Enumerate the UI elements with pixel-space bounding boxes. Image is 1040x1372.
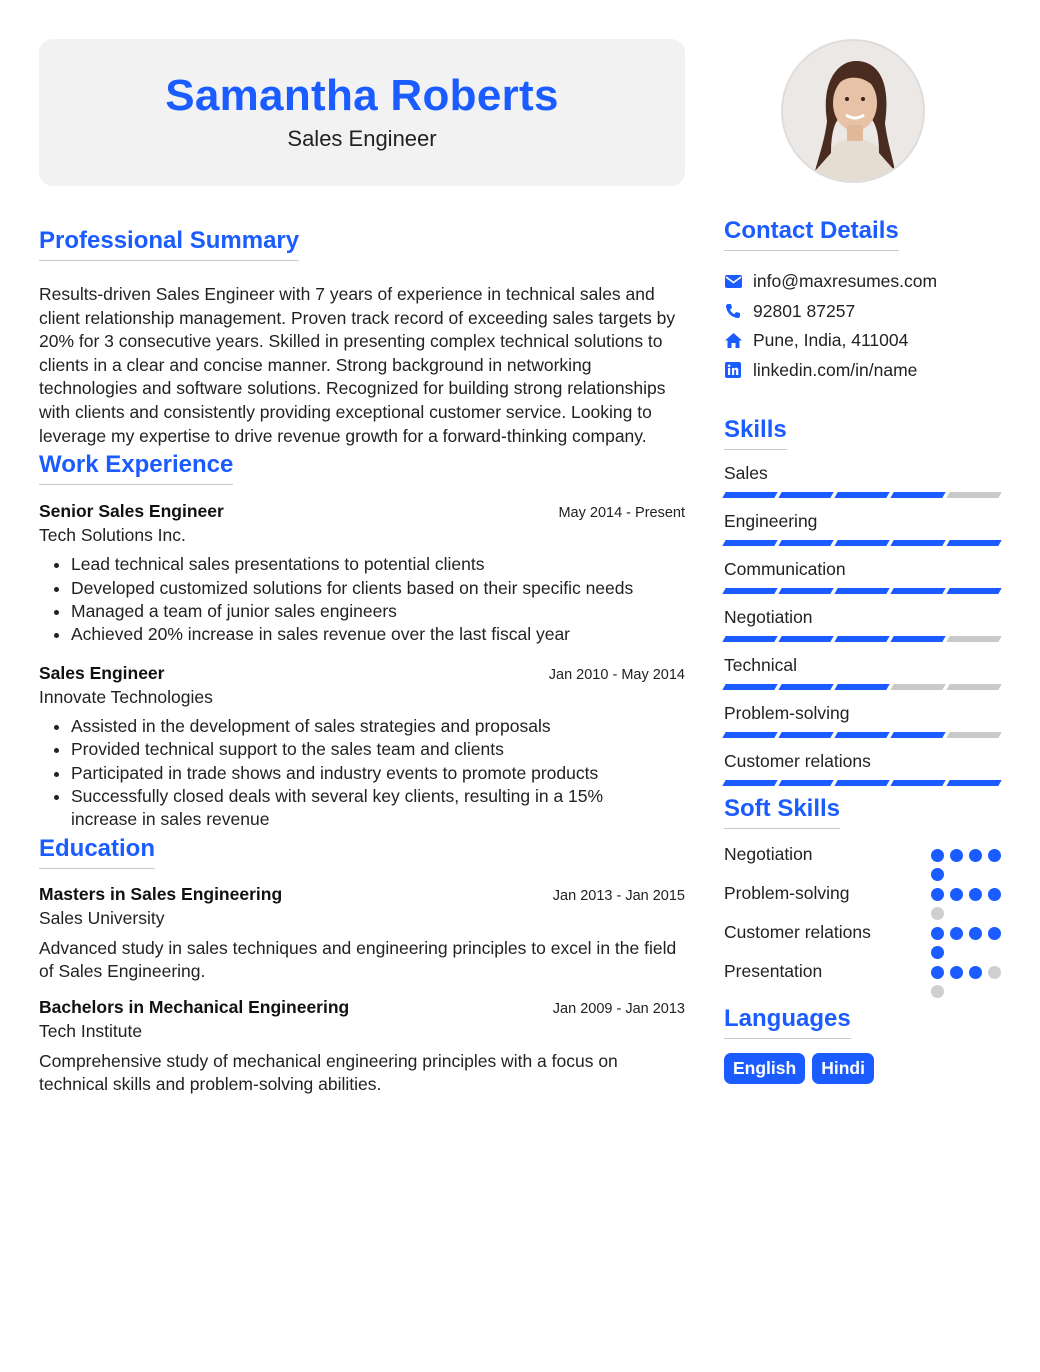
rating-dot [988, 966, 1001, 979]
education-degree: Bachelors in Mechanical Engineering [39, 996, 350, 1017]
rating-dot [988, 927, 1001, 940]
skill-level-segment [722, 636, 777, 642]
education-dates: Jan 2009 - Jan 2013 [552, 1000, 685, 1017]
education-entry [39, 995, 685, 1096]
work-heading: Work Experience [39, 450, 233, 485]
skill-item [724, 558, 1001, 594]
soft-skill-rating [931, 881, 1001, 920]
job-header [39, 661, 685, 685]
contact-heading: Contact Details [724, 216, 899, 251]
skill-level-segment [834, 684, 889, 690]
skill-name: Negotiation [724, 607, 813, 627]
rating-dot [988, 849, 1001, 862]
contact-linkedin[interactable] [724, 356, 1001, 386]
skill-level-segment [890, 732, 945, 738]
rating-dot [931, 946, 944, 959]
profile-photo [781, 39, 925, 183]
rating-dot [931, 907, 944, 920]
skill-level-bar [724, 732, 1001, 738]
rating-dot [950, 888, 963, 901]
job-bullet: • Achieved 20% increase in sales revenue over the last fiscal year [71, 623, 685, 646]
skill-level-segment [834, 780, 889, 786]
rating-dot [931, 849, 944, 862]
job-bullet: • Assisted in the development of sales strategies and proposals [71, 715, 685, 738]
languages-list [724, 1053, 1001, 1084]
linkedin-icon [724, 361, 742, 379]
skill-level-segment [946, 636, 1001, 642]
soft-skill-name: Negotiation [724, 844, 813, 864]
soft-skill-name: Customer relations [724, 922, 871, 942]
candidate-name: Samantha Roberts [165, 71, 559, 120]
contact-email-text: info@maxresumes.com [753, 271, 938, 292]
job-bullet: • Developed customized solutions for clients based on their specific needs [71, 577, 685, 600]
rating-dot [969, 888, 982, 901]
skill-item [724, 606, 1001, 642]
education-heading: Education [39, 834, 155, 869]
skill-level-segment [778, 492, 833, 498]
rating-dot [950, 849, 963, 862]
skill-name: Communication [724, 559, 846, 579]
job-bullet: • Successfully closed deals with several key clients, resulting in a 15% increase in sales revenue [71, 785, 685, 832]
contact-address [724, 326, 1001, 356]
skill-level-segment [834, 588, 889, 594]
skill-item [724, 654, 1001, 690]
job-bullet: • Lead technical sales presentations to potential clients [71, 553, 685, 576]
skill-name: Engineering [724, 511, 818, 531]
skill-level-segment [890, 540, 945, 546]
job-bullet: • Provided technical support to the sales team and clients [71, 738, 685, 761]
job-company: Tech Solutions Inc. [39, 525, 186, 546]
contact-phone[interactable] [724, 297, 1001, 327]
soft-skill-name: Presentation [724, 961, 823, 981]
rating-dot [931, 868, 944, 881]
skill-level-segment [778, 636, 833, 642]
education-degree: Masters in Sales Engineering [39, 883, 283, 904]
job-bullets [39, 715, 685, 832]
soft-skill-rating [931, 842, 1001, 881]
rating-dot [931, 985, 944, 998]
soft-skills-heading: Soft Skills [724, 794, 840, 829]
soft-skill-item [724, 959, 1001, 998]
skill-name: Technical [724, 655, 797, 675]
languages-heading: Languages [724, 1004, 851, 1039]
contact-address-text: Pune, India, 411004 [753, 330, 909, 351]
soft-skill-rating [931, 959, 1001, 998]
education-school: Tech Institute [39, 1020, 143, 1041]
skill-level-segment [722, 540, 777, 546]
side-column [724, 39, 1001, 1084]
rating-dot [931, 927, 944, 940]
education-entry [39, 882, 685, 983]
soft-skills-list [724, 842, 1001, 998]
soft-skill-name: Problem-solving [724, 883, 850, 903]
skill-level-segment [946, 588, 1001, 594]
profile-photo-illustration [783, 41, 925, 183]
contact-linkedin-text: linkedin.com/in/name [753, 359, 918, 380]
phone-icon [724, 302, 742, 320]
skill-item [724, 462, 1001, 498]
rating-dot [931, 888, 944, 901]
soft-skill-item [724, 842, 1001, 881]
soft-skill-item [724, 920, 1001, 959]
skill-level-segment [778, 540, 833, 546]
job-company: Innovate Technologies [39, 686, 213, 707]
education-desc: Advanced study in sales techniques and engineering principles to excel in the field of Sales Engineering. [39, 937, 677, 981]
skill-level-bar [724, 540, 1001, 546]
soft-skill-rating [931, 920, 1001, 959]
skill-level-bar [724, 780, 1001, 786]
contact-email[interactable] [724, 267, 1001, 297]
envelope-icon [724, 273, 742, 291]
skills-list [724, 462, 1001, 786]
rating-dot [950, 927, 963, 940]
job-bullet: • Managed a team of junior sales engineers [71, 600, 685, 623]
skill-level-bar [724, 492, 1001, 498]
skill-level-segment [890, 780, 945, 786]
education-dates: Jan 2013 - Jan 2015 [552, 887, 685, 904]
job-dates: Jan 2010 - May 2014 [548, 666, 685, 683]
skill-level-segment [946, 684, 1001, 690]
skill-level-segment [834, 732, 889, 738]
skill-name: Sales [724, 463, 768, 483]
skill-level-segment [946, 492, 1001, 498]
skill-level-segment [834, 492, 889, 498]
skill-level-segment [722, 684, 777, 690]
skill-level-segment [946, 780, 1001, 786]
skill-level-segment [834, 540, 889, 546]
contact-list [724, 267, 1001, 385]
skill-level-segment [778, 732, 833, 738]
skill-level-bar [724, 636, 1001, 642]
skills-heading: Skills [724, 415, 787, 450]
job-header [39, 499, 685, 523]
job-dates: May 2014 - Present [558, 505, 685, 522]
skill-name: Customer relations [724, 751, 871, 771]
summary-heading: Professional Summary [39, 226, 299, 261]
rating-dot [969, 927, 982, 940]
language-tag: Hindi [812, 1053, 874, 1084]
education-desc: Comprehensive study of mechanical engineering principles with a focus on technical skills and problem-solving abilities. [39, 1050, 618, 1094]
candidate-title: Sales Engineer [287, 126, 437, 151]
education-header [39, 995, 685, 1019]
language-tag: English [724, 1053, 805, 1084]
skill-level-segment [890, 588, 945, 594]
skill-level-segment [722, 732, 777, 738]
contact-phone-text: 92801 87257 [753, 300, 856, 321]
skill-level-bar [724, 684, 1001, 690]
skill-level-bar [724, 588, 1001, 594]
main-column [39, 39, 685, 1096]
job-bullet: • Participated in trade shows and industry events to promote products [71, 762, 685, 785]
rating-dot [988, 888, 1001, 901]
skill-level-segment [834, 636, 889, 642]
rating-dot [969, 966, 982, 979]
rating-dot [931, 966, 944, 979]
skill-level-segment [778, 588, 833, 594]
rating-dot [969, 849, 982, 862]
skill-level-segment [946, 540, 1001, 546]
home-icon [724, 332, 742, 350]
skill-item [724, 702, 1001, 738]
education-header [39, 882, 685, 906]
job-bullets [39, 553, 685, 647]
skill-level-segment [890, 636, 945, 642]
job-role: Senior Sales Engineer [39, 501, 224, 522]
job-entry [39, 661, 685, 832]
header-box [39, 39, 685, 186]
rating-dot [950, 966, 963, 979]
skill-level-segment [722, 780, 777, 786]
skill-level-segment [946, 732, 1001, 738]
skill-level-segment [778, 780, 833, 786]
skill-level-segment [722, 588, 777, 594]
summary-text: Results-driven Sales Engineer with 7 years of experience in technical sales and client relationship management. Proven track record of exceeding sales targets by 20% for 3 consecutive years. Skilled in presenting complex technical solutions to clients in a clear and concise manner. Strong background in networking technologies and software solutions. Recognized for building strong relationships with clients and consistently providing exceptional customer service. Looking to leverage my expertise to drive revenue growth for a forward-thinking company. [39, 284, 676, 446]
skill-level-segment [778, 684, 833, 690]
soft-skill-item [724, 881, 1001, 920]
job-entry [39, 499, 685, 647]
skill-level-segment [890, 492, 945, 498]
skill-item [724, 750, 1001, 786]
job-role: Sales Engineer [39, 662, 165, 683]
skill-name: Problem-solving [724, 703, 850, 723]
education-school: Sales University [39, 907, 165, 928]
skill-level-segment [722, 492, 777, 498]
skill-level-segment [890, 684, 945, 690]
skill-item [724, 510, 1001, 546]
